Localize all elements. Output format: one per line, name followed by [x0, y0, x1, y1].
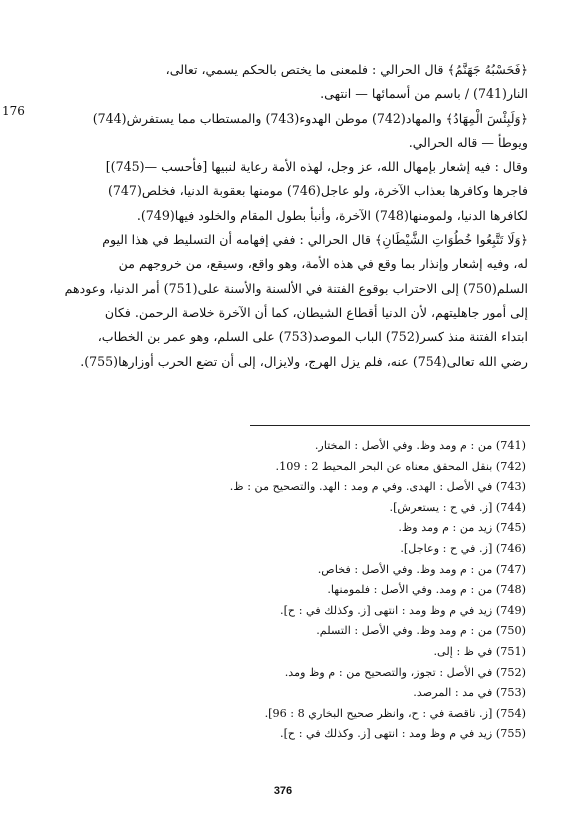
footnote: (741) من : م ومد وظ. وفي الأصل : المختار.	[314, 439, 526, 452]
text-line: ﴿فَحَسْبُهُ جَهَنَّمُ﴾ قال الحرالي : فلمعنى ما يختص بالحكم يسمي، تعالى،	[165, 62, 528, 77]
text-line: ﴿وَلَبِئْسَ الْمِهَادُ﴾ والمهاد(742) موطن الهدوء(743) والمستطاب مما يستفرش(744)	[92, 110, 528, 126]
text-line: ﴿وَلَا تَتَّبِعُوا خُطُوَاتِ الشَّيْطَانِ﴾ قال الحرالي : ففي إفهامه أن التسليط في هذا اليوم	[102, 232, 528, 248]
text-line: له، وفيه إشعار وإنذار بما وقع في هذه الأمة، وهو واقع، وسيقع، من خروجهم من	[118, 256, 528, 272]
footnote: (745) زيد من : م ومد وظ.	[398, 521, 526, 535]
text-line: السلم(750) إلى الاحتراب بوقوع الفتنة في الألسنة والأسنة على(751) أمر الدنيا، وعودهم	[64, 280, 528, 296]
footnote: (744) [ز. في ح : يستعرش].	[389, 500, 526, 514]
footnote: (752) في الأصل : تجوز، والتصحيح من : م وظ ومد.	[284, 665, 526, 679]
text-line: رضي الله تعالى(754) عنه، فلم يزل الهرج، ولايزال، إلى أن تضع الحرب أوزارها(755).	[80, 353, 528, 369]
footnote: (753) في مد : المرصد.	[413, 686, 526, 700]
margin-page-number: 176	[2, 104, 25, 118]
footnote: (743) في الأصل : الهدى. وفي م ومد : الهد. والتصحيح من : ظ.	[229, 480, 526, 494]
page-number: 376	[273, 785, 293, 797]
footnote: (746) [ز. في ح : وعاجل].	[400, 541, 526, 555]
main-text	[30, 58, 528, 374]
footnote: (747) من : م ومد وظ. وفي الأصل : فخاص.	[317, 562, 526, 576]
footnote: (742) بنقل المحقق معناه عن البحر المحيط 2 : 109.	[275, 459, 526, 473]
text-line: وقال : فيه إشعار بإمهال الله، عز وجل، لهذه الأمة رعاية لنبيها [فأحسب —(745)]	[105, 159, 528, 175]
footnote: (749) زيد في م وظ ومد : انتهى [ز. وكذلك في : ح].	[280, 603, 526, 617]
text-line: ابتداء الفتنة منذ كسر(752) الباب الموصد(753) على السلم، وهو عمر بن الخطاب،	[97, 329, 528, 345]
footnote: (751) في ظ : إلى.	[433, 644, 526, 658]
footnote: (748) من : م ومد. وفي الأصل : فلمومنها.	[327, 583, 526, 597]
footnote: (754) [ز. ناقصة في : ح، وانظر صحيح البخاري 8 : 96].	[264, 706, 526, 720]
footnote-separator	[250, 425, 530, 426]
text-line: إلى أمور جاهليتهم، لأن الدنيا أقطاع الشيطان، كما أن الآخرة خلاصة الرحمن. فكان	[104, 304, 528, 320]
text-line: النار(741) / باسم من أسمائها — انتهى.	[320, 86, 528, 102]
footnotes	[126, 436, 526, 745]
text-line: لكافرها الدنيا، ولمومنها(748) الآخرة، وأنبأ بطول المقام والخلود فيها(749).	[136, 207, 528, 223]
footnote: (750) من : م ومد وظ. وفي الأصل : التسلم.	[316, 624, 526, 638]
footnote: (755) زيد في م وظ ومد : انتهى [ز. وكذلك في : ح].	[280, 727, 526, 741]
text-line: ويوطأ — قاله الحرالي.	[408, 134, 528, 150]
text-line: فاجرها وكافرها بعذاب الآخرة، ولو عاجل(746) مومنها بعقوبة الدنيا، فخلص(747)	[107, 183, 528, 199]
